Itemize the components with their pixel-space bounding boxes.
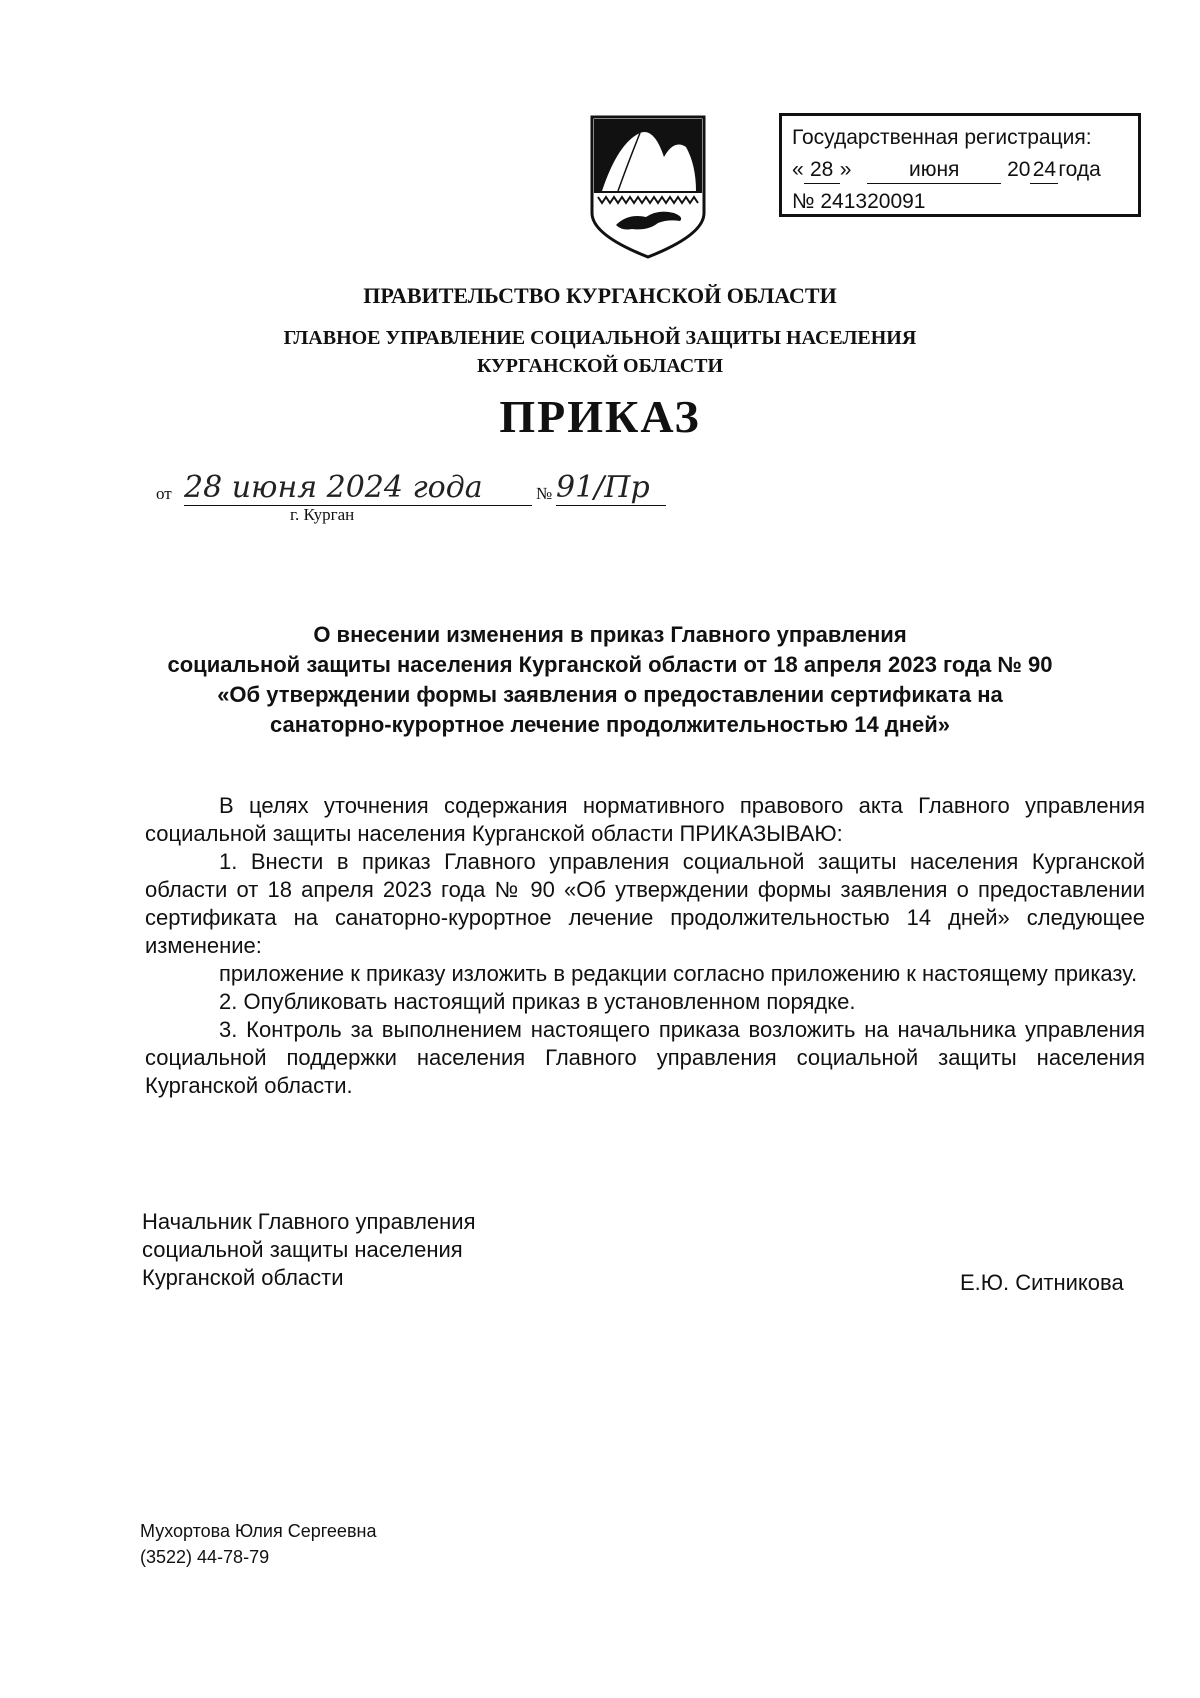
order-subject (110, 620, 1110, 740)
signer-position-line1: Начальник Главного управления (142, 1209, 476, 1234)
document-type: ПРИКАЗ (499, 391, 701, 442)
registration-number-line (792, 186, 1128, 218)
order-city: г. Курган (290, 505, 355, 524)
order-body (145, 792, 1145, 1100)
signer-name: Е.Ю. Ситникова (960, 1270, 1124, 1295)
body-paragraph-item3: 3. Контроль за выполнением настоящего приказа возложить на начальника управления социальной поддержки населения Главного управления социальной защиты населения Курганской области. (145, 1017, 1145, 1098)
body-paragraph-preamble: В целях уточнения содержания нормативного правового акта Главного управления социальной защиты населения Курганской области ПРИКАЗЫВАЮ: (145, 793, 1145, 846)
signer-position-line3: Курганской области (142, 1265, 344, 1290)
registration-year-suffix: 24 (1030, 157, 1058, 184)
government-title: ПРАВИТЕЛЬСТВО КУРГАНСКОЙ ОБЛАСТИ (363, 283, 837, 308)
order-from-label: от (156, 484, 172, 503)
registration-number-label: № (792, 190, 815, 213)
order-date-handwritten: 28 июня 2024 года (184, 470, 532, 506)
signer-position-line2: социальной защиты населения (142, 1237, 463, 1262)
body-paragraph-item2: 2. Опубликовать настоящий приказ в установленном порядке. (219, 989, 856, 1014)
subject-line4: санаторно-курортное лечение продолжительностью 14 дней» (269, 712, 951, 737)
order-number-handwritten: 91/Пр (556, 470, 666, 506)
registration-title: Государственная регистрация: (792, 126, 1092, 149)
department-title (0, 324, 1200, 380)
registration-month: июня (867, 157, 1001, 184)
order-date-line (156, 470, 676, 514)
registration-date: « 28 » июня 20 24 года (792, 154, 1128, 186)
subject-line1: О внесении изменения в приказ Главного управления (313, 622, 907, 647)
executor-info (140, 1518, 376, 1570)
registration-number: 241320091 (820, 189, 1120, 216)
registration-day: 28 (804, 157, 840, 184)
department-title-line2: КУРГАНСКОЙ ОБЛАСТИ (476, 355, 724, 377)
body-paragraph-item1-change: приложение к приказу изложить в редакции согласно приложению к настоящему приказу. (219, 961, 1138, 986)
order-number-label: № (536, 484, 553, 503)
registration-year-prefix: 20 (1007, 158, 1031, 181)
department-title-line1: ГЛАВНОЕ УПРАВЛЕНИЕ СОЦИАЛЬНОЙ ЗАЩИТЫ НАСЕЛЕНИЯ (283, 327, 917, 349)
subject-line2: социальной защиты населения Курганской области от 18 апреля 2023 года № 90 (167, 652, 1053, 677)
executor-name: Мухортова Юлия Сергеевна (140, 1521, 377, 1541)
signer-position (142, 1208, 476, 1292)
coat-of-arms-emblem (588, 113, 708, 261)
body-paragraph-item1: 1. Внести в приказ Главного управления социальной защиты населения Курганской области от 18 апреля 2023 года № 90 «Об утверждении формы заявления о предоставлении сертификата на санаторно-курортное лечение продолжительностью 14 дней» следующее изменение: (145, 849, 1145, 958)
registration-year-word: года (1058, 158, 1101, 181)
executor-phone: (3522) 44-78-79 (140, 1547, 270, 1567)
registration-stamp (779, 113, 1141, 217)
subject-line3: «Об утверждении формы заявления о предоставлении сертификата на (217, 682, 1003, 707)
